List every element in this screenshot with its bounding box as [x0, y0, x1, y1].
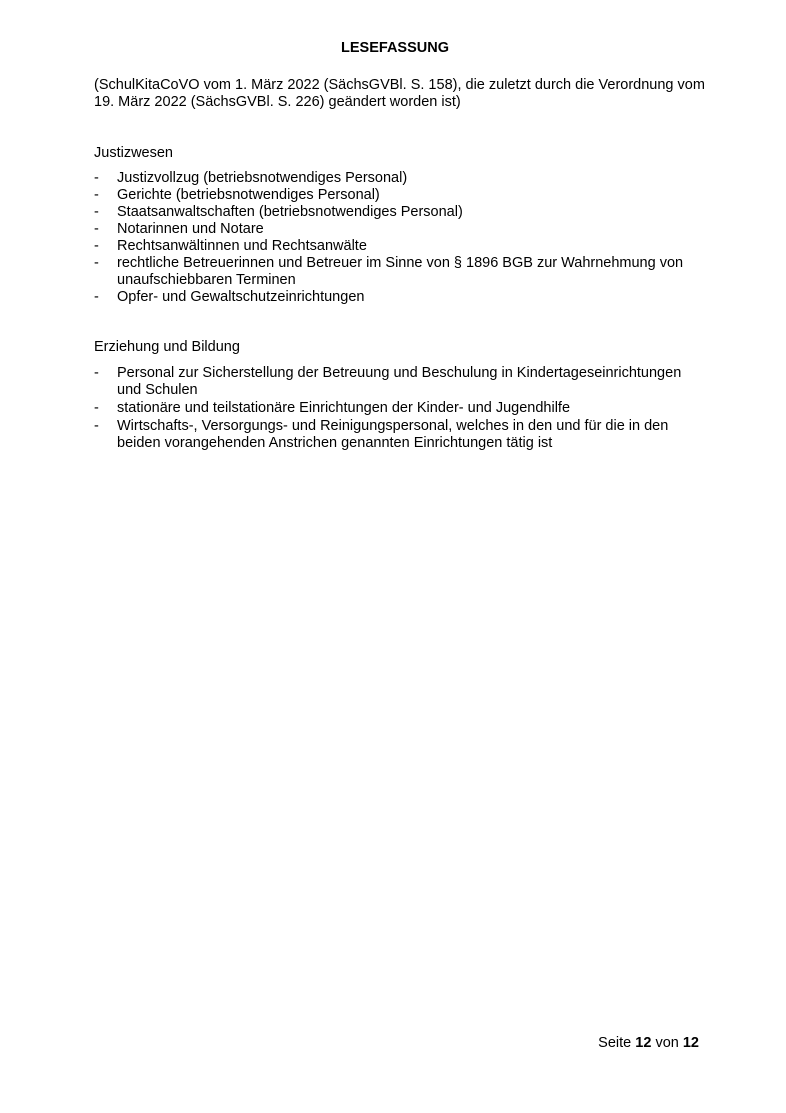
page-title: LESEFASSUNG: [341, 40, 449, 56]
list-item-text: Rechtsanwältinnen und Rechtsanwälte: [117, 238, 367, 254]
section-heading-erziehung-und-bildung: Erziehung und Bildung: [94, 339, 240, 355]
bullet-dash: -: [94, 170, 99, 186]
list-item-text: Wirtschafts-, Versorgungs- und Reinigungspersonal, welches in den und für die in den beiden vorangehenden Anstrichen genannten Einrichtungen tätig ist: [117, 418, 669, 451]
list-item: [94, 418, 704, 452]
bullet-dash: -: [94, 418, 99, 434]
bullet-dash: -: [94, 204, 99, 220]
list-item: [94, 221, 704, 238]
list-item: [94, 238, 704, 255]
bullet-dash: -: [94, 365, 99, 381]
list-item: [94, 365, 704, 399]
list-item: [94, 204, 704, 221]
current-page-number: 12: [635, 1035, 652, 1051]
list-item-text: Staatsanwaltschaften (betriebsnotwendiges Personal): [117, 204, 463, 220]
list-item-text: Gerichte (betriebsnotwendiges Personal): [117, 187, 380, 203]
list-item-text: Opfer- und Gewaltschutzeinrichtungen: [117, 289, 365, 305]
list-item-text: rechtliche Betreuerinnen und Betreuer im Sinne von § 1896 BGB zur Wahrnehmung von unaufschiebbaren Terminen: [117, 255, 684, 288]
list-item-text: Personal zur Sicherstellung der Betreuung und Beschulung in Kindertageseinrichtungen und Schulen: [117, 365, 682, 398]
section-heading-justizwesen: Justizwesen: [94, 145, 173, 161]
bullet-dash: -: [94, 400, 99, 416]
bullet-dash: -: [94, 289, 99, 305]
footer-middle: von: [655, 1035, 679, 1051]
list-item: [94, 255, 704, 289]
list-item-text: Notarinnen und Notare: [117, 221, 264, 237]
list-erziehung-und-bildung: [94, 365, 704, 453]
bullet-dash: -: [94, 238, 99, 254]
list-item: [94, 187, 704, 204]
list-item-text: stationäre und teilstationäre Einrichtungen der Kinder- und Jugendhilfe: [117, 400, 571, 416]
list-justizwesen: [94, 170, 704, 306]
intro-paragraph: (SchulKitaCoVO vom 1. März 2022 (SächsGVBl. S. 158), die zuletzt durch die Verordnung vom 19. März 2022 (SächsGVBl. S. 226) geändert worden ist): [94, 77, 705, 110]
list-item: [94, 289, 704, 306]
bullet-dash: -: [94, 255, 99, 271]
list-item: [94, 400, 704, 417]
total-page-number: 12: [682, 1035, 699, 1051]
list-item-text: Justizvollzug (betriebsnotwendiges Personal): [117, 170, 408, 186]
list-item: [94, 170, 704, 187]
page-number-footer: [598, 1035, 699, 1052]
bullet-dash: -: [94, 221, 99, 237]
footer-prefix: Seite: [598, 1035, 632, 1051]
bullet-dash: -: [94, 187, 99, 203]
